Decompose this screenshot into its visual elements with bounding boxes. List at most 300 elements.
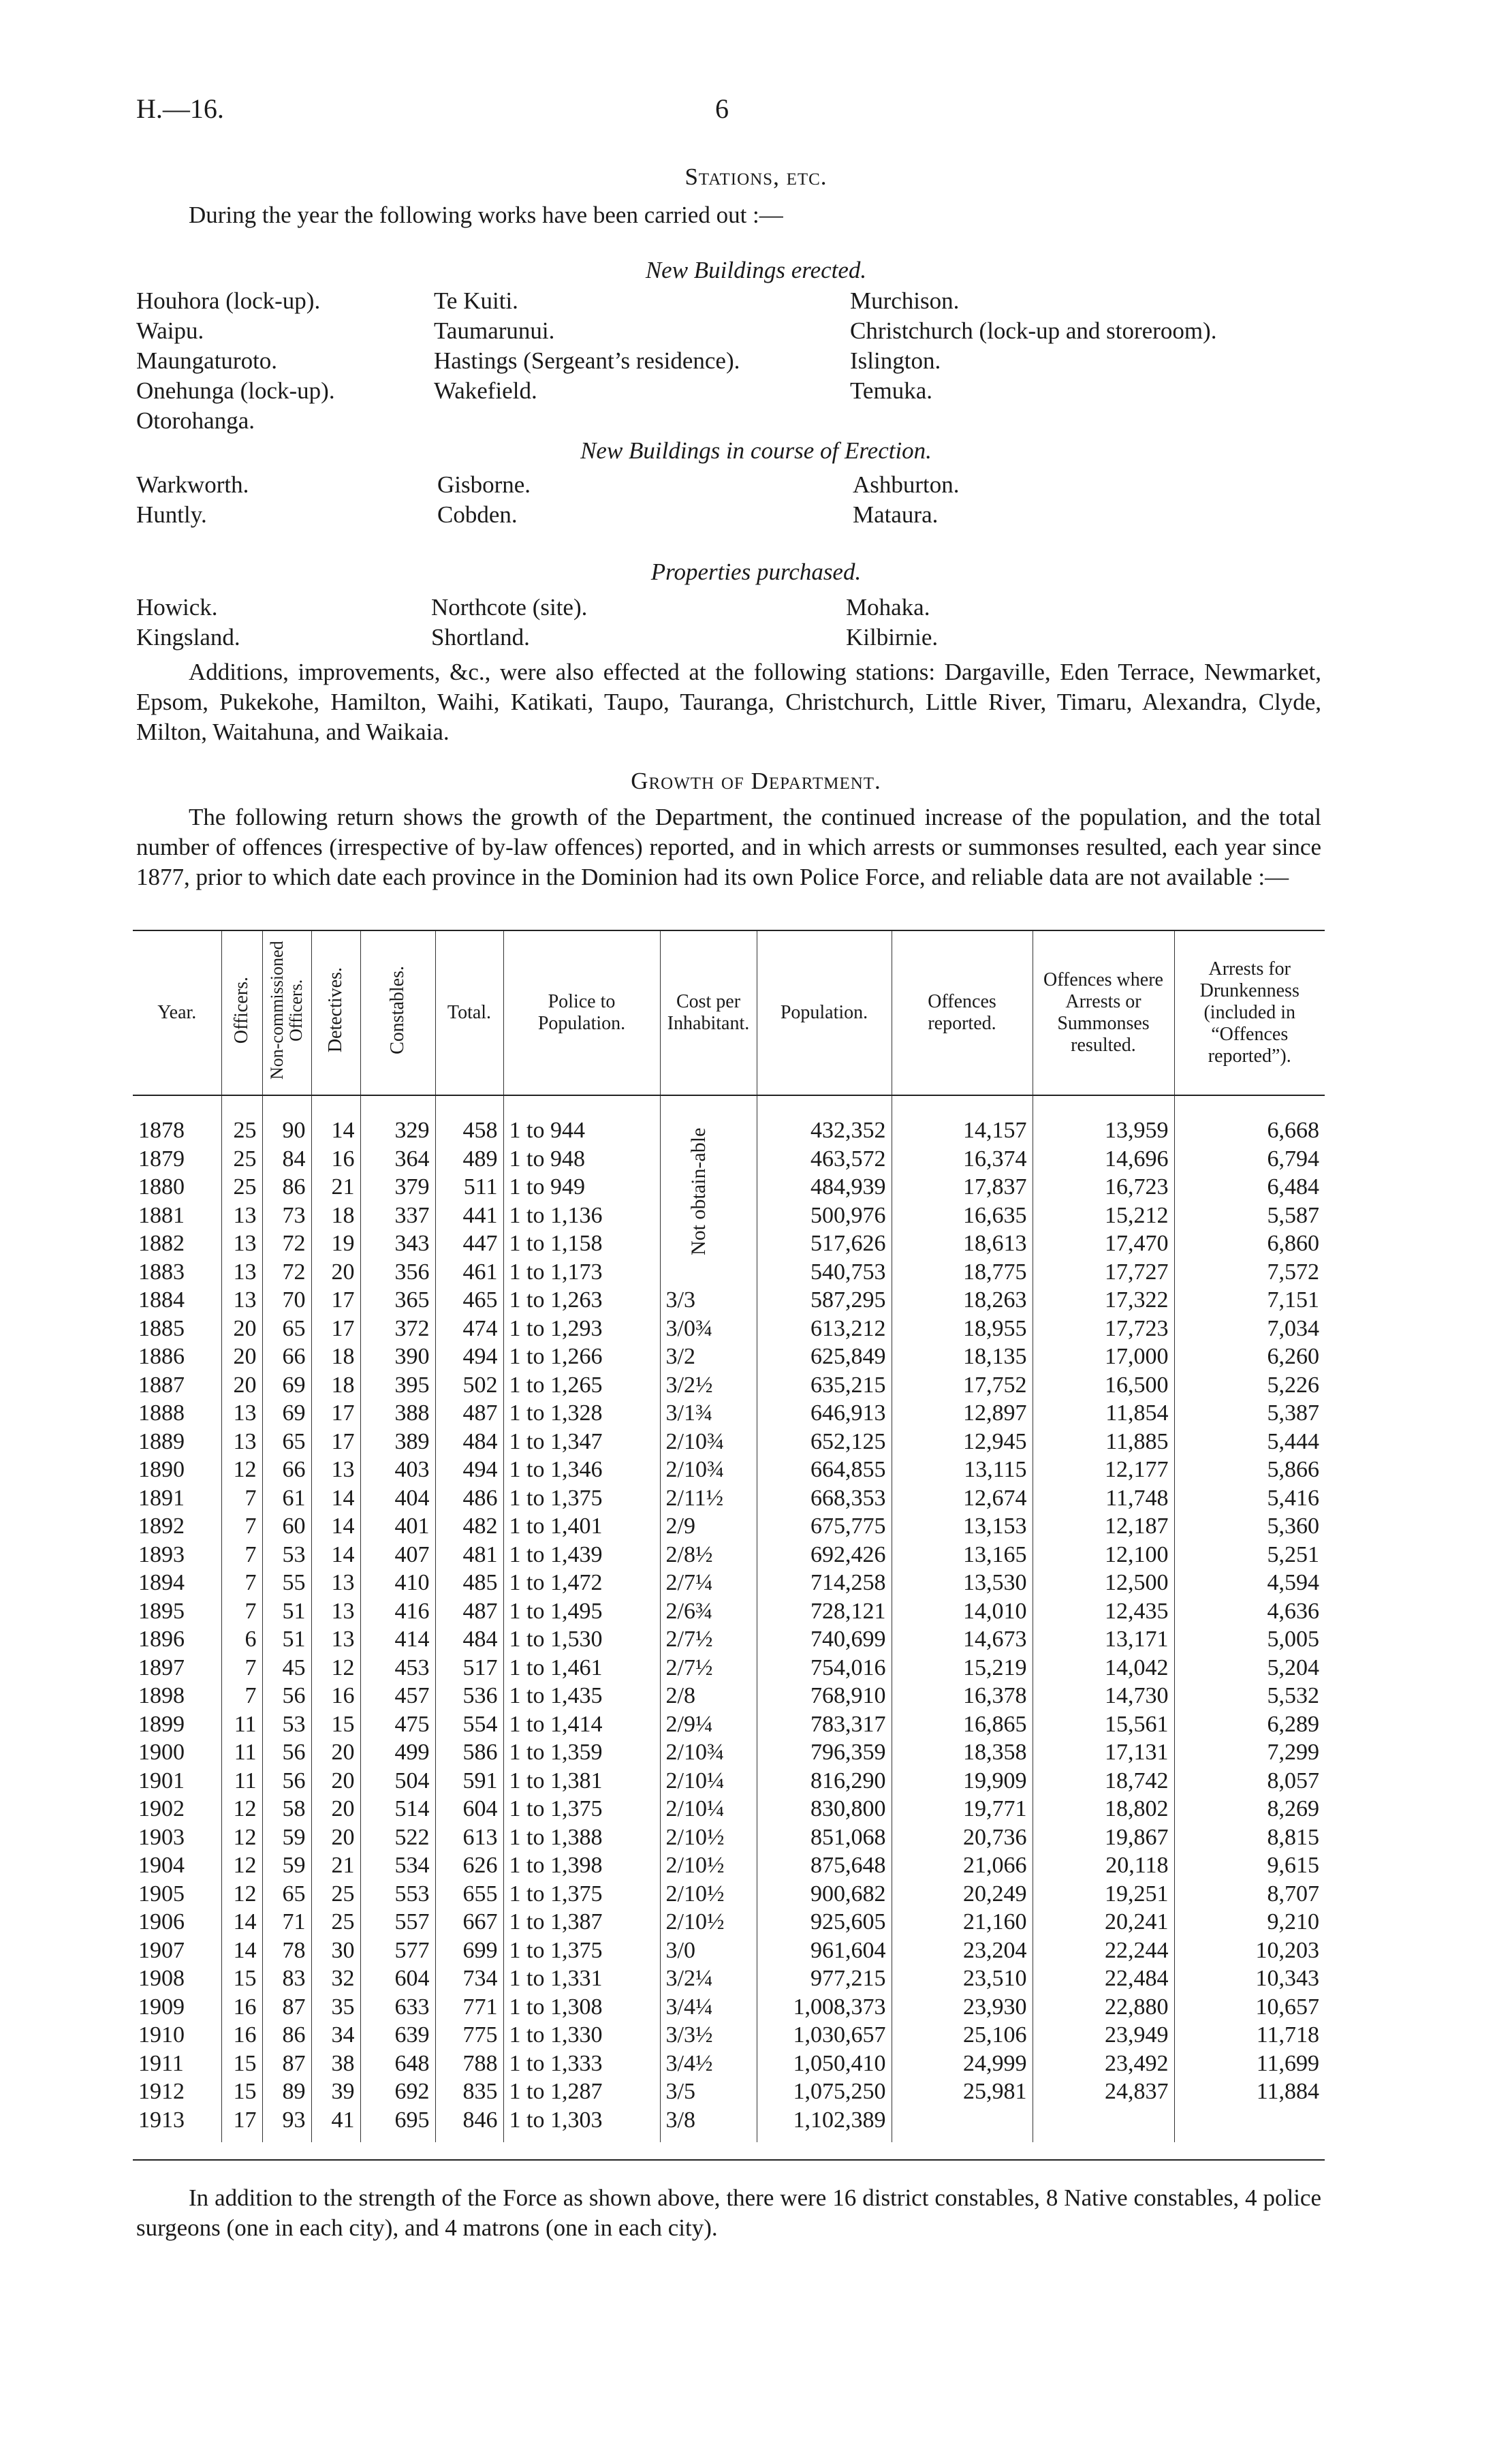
table-row xyxy=(133,1286,1325,1315)
cell-drunkenness: 5,251 xyxy=(1174,1541,1325,1569)
cell-arrests: 14,730 xyxy=(1033,1682,1174,1710)
cell-total: 484 xyxy=(435,1625,503,1654)
cell-constables: 414 xyxy=(360,1625,435,1654)
cell-nco: 87 xyxy=(262,2050,311,2078)
cell-arrests: 22,484 xyxy=(1033,1964,1174,1993)
cell-drunkenness: 8,815 xyxy=(1174,1823,1325,1852)
cell-population: 625,849 xyxy=(757,1343,892,1371)
cell-year: 1886 xyxy=(138,1344,185,1369)
cell-constables: 557 xyxy=(360,1908,435,1937)
cell-arrests: 14,042 xyxy=(1033,1654,1174,1682)
new-buildings-col2 xyxy=(434,286,740,406)
cell-officers: 7 xyxy=(221,1484,262,1513)
stations-intro: During the year the following works have been carried out :— xyxy=(189,202,783,228)
cell-cost: 3/2¼ xyxy=(660,1964,757,1993)
purchased-heading: Properties purchased. xyxy=(650,559,862,585)
cell-total: 485 xyxy=(435,1569,503,1597)
cell-officers: 7 xyxy=(221,1654,262,1682)
cell-year: 1889 xyxy=(138,1428,185,1454)
cell-year: 1881 xyxy=(138,1202,185,1228)
cell-detectives: 13 xyxy=(311,1625,360,1654)
cell-year: 1904 xyxy=(138,1853,185,1878)
col-header-constables: Constables. xyxy=(360,930,435,1095)
cell-total: 511 xyxy=(435,1173,503,1202)
cell-detectives: 14 xyxy=(311,1484,360,1513)
list-item: Mohaka. xyxy=(846,594,930,621)
cell-cost: 2/9¼ xyxy=(660,1710,757,1739)
cell-offences-reported: 20,249 xyxy=(892,1880,1033,1909)
table-row xyxy=(133,1654,1325,1682)
cell-offences-reported: 18,135 xyxy=(892,1343,1033,1371)
cell-officers: 14 xyxy=(221,1908,262,1937)
cell-nco: 78 xyxy=(262,1937,311,1965)
cell-offences-reported: 16,374 xyxy=(892,1145,1033,1174)
cell-cost: 3/2½ xyxy=(660,1371,757,1400)
list-item: Ashburton. xyxy=(853,471,960,498)
cell-offences-reported: 12,945 xyxy=(892,1428,1033,1456)
cell-nco: 69 xyxy=(262,1371,311,1400)
cell-total: 458 xyxy=(435,1095,503,1145)
cell-police-to-population: 1 to 1,287 xyxy=(503,2077,660,2106)
cell-officers: 13 xyxy=(221,1286,262,1315)
cell-constables: 499 xyxy=(360,1738,435,1767)
col-header-cost: Cost per Inhabitant. xyxy=(660,930,757,1095)
cell-cost: 2/10¼ xyxy=(660,1795,757,1823)
table-row xyxy=(133,1964,1325,1993)
cell-population: 587,295 xyxy=(757,1286,892,1315)
list-item: Huntly. xyxy=(136,501,207,528)
cell-total: 613 xyxy=(435,1823,503,1852)
col-header-nco: Non-commissioned Officers. xyxy=(262,930,311,1095)
cell-year: 1897 xyxy=(138,1655,185,1680)
cell-nco: 51 xyxy=(262,1625,311,1654)
cell-total: 604 xyxy=(435,1795,503,1823)
table-row xyxy=(133,1343,1325,1371)
cell-cost: 3/3½ xyxy=(660,2021,757,2050)
cell-drunkenness: 6,860 xyxy=(1174,1229,1325,1258)
cell-total: 771 xyxy=(435,1993,503,2022)
cell-total: 734 xyxy=(435,1964,503,1993)
cell-drunkenness: 10,343 xyxy=(1174,1964,1325,1993)
cell-police-to-population: 1 to 1,303 xyxy=(503,2106,660,2143)
cell-detectives: 25 xyxy=(311,1908,360,1937)
cell-police-to-population: 1 to 1,375 xyxy=(503,1880,660,1909)
cell-population: 768,910 xyxy=(757,1682,892,1710)
cell-police-to-population: 1 to 1,461 xyxy=(503,1654,660,1682)
cell-population: 1,008,373 xyxy=(757,1993,892,2022)
cell-drunkenness: 6,668 xyxy=(1174,1095,1325,1145)
cell-drunkenness: 9,615 xyxy=(1174,1851,1325,1880)
cell-constables: 372 xyxy=(360,1315,435,1343)
cell-officers: 25 xyxy=(221,1095,262,1145)
cell-population: 463,572 xyxy=(757,1145,892,1174)
cell-total: 486 xyxy=(435,1484,503,1513)
table-bottom-rule xyxy=(133,2159,1325,2161)
cell-nco: 93 xyxy=(262,2106,311,2143)
cell-constables: 695 xyxy=(360,2106,435,2143)
cell-total: 441 xyxy=(435,1202,503,1230)
cell-drunkenness: 5,360 xyxy=(1174,1512,1325,1541)
cell-arrests: 13,171 xyxy=(1033,1625,1174,1654)
cell-nco: 70 xyxy=(262,1286,311,1315)
cell-detectives: 13 xyxy=(311,1569,360,1597)
cell-population: 714,258 xyxy=(757,1569,892,1597)
cell-cost: 2/10½ xyxy=(660,1908,757,1937)
table-row xyxy=(133,1767,1325,1796)
cell-nco: 45 xyxy=(262,1654,311,1682)
cell-cost xyxy=(660,1095,757,1286)
cell-detectives: 15 xyxy=(311,1710,360,1739)
cell-year: 1899 xyxy=(138,1711,185,1737)
cell-officers: 12 xyxy=(221,1795,262,1823)
cell-offences-reported: 13,530 xyxy=(892,1569,1033,1597)
cell-officers: 7 xyxy=(221,1541,262,1569)
cell-officers: 13 xyxy=(221,1229,262,1258)
cell-year: 1884 xyxy=(138,1287,185,1313)
cell-total: 536 xyxy=(435,1682,503,1710)
list-item: Islington. xyxy=(850,347,941,374)
list-item: Gisborne. xyxy=(437,471,531,498)
table-row xyxy=(133,1937,1325,1965)
cell-constables: 356 xyxy=(360,1258,435,1287)
cell-offences-reported: 21,066 xyxy=(892,1851,1033,1880)
cell-total: 835 xyxy=(435,2077,503,2106)
cell-arrests: 20,241 xyxy=(1033,1908,1174,1937)
cell-offences-reported: 12,897 xyxy=(892,1399,1033,1428)
cell-officers: 15 xyxy=(221,2050,262,2078)
cell-total: 517 xyxy=(435,1654,503,1682)
cell-year: 1896 xyxy=(138,1627,185,1652)
cell-officers: 16 xyxy=(221,2021,262,2050)
cell-nco: 90 xyxy=(262,1095,311,1145)
cell-detectives: 17 xyxy=(311,1286,360,1315)
page-number: 6 xyxy=(715,93,729,124)
cell-officers: 6 xyxy=(221,1625,262,1654)
cell-officers: 17 xyxy=(221,2106,262,2143)
cell-offences-reported: 13,115 xyxy=(892,1456,1033,1484)
cell-offences-reported: 25,981 xyxy=(892,2077,1033,2106)
cell-year: 1898 xyxy=(138,1683,185,1708)
cell-population: 664,855 xyxy=(757,1456,892,1484)
cell-year: 1894 xyxy=(138,1570,185,1595)
cell-drunkenness: 5,532 xyxy=(1174,1682,1325,1710)
cell-cost: 2/8½ xyxy=(660,1541,757,1569)
cell-cost: 2/11½ xyxy=(660,1484,757,1513)
cell-police-to-population: 1 to 1,388 xyxy=(503,1823,660,1852)
cell-cost: 2/9 xyxy=(660,1512,757,1541)
cell-population: 830,800 xyxy=(757,1795,892,1823)
new-buildings-heading: New Buildings erected. xyxy=(645,257,867,283)
cell-police-to-population: 1 to 1,398 xyxy=(503,1851,660,1880)
cell-constables: 577 xyxy=(360,1937,435,1965)
cell-officers: 20 xyxy=(221,1315,262,1343)
cell-detectives: 20 xyxy=(311,1795,360,1823)
cell-arrests: 15,561 xyxy=(1033,1710,1174,1739)
cell-police-to-population: 1 to 1,414 xyxy=(503,1710,660,1739)
cell-drunkenness: 4,594 xyxy=(1174,1569,1325,1597)
cell-police-to-population: 1 to 1,136 xyxy=(503,1202,660,1230)
cell-drunkenness: 5,416 xyxy=(1174,1484,1325,1513)
cell-drunkenness: 7,572 xyxy=(1174,1258,1325,1287)
cell-arrests: 17,322 xyxy=(1033,1286,1174,1315)
cell-officers: 20 xyxy=(221,1371,262,1400)
cell-officers: 11 xyxy=(221,1738,262,1767)
cell-nco: 65 xyxy=(262,1428,311,1456)
cell-officers: 12 xyxy=(221,1823,262,1852)
cell-offences-reported: 23,204 xyxy=(892,1937,1033,1965)
cell-year: 1892 xyxy=(138,1514,185,1539)
cell-officers: 11 xyxy=(221,1710,262,1739)
cell-drunkenness: 6,289 xyxy=(1174,1710,1325,1739)
cell-drunkenness: 8,269 xyxy=(1174,1795,1325,1823)
cell-cost: 2/10¼ xyxy=(660,1767,757,1796)
in-course-heading: New Buildings in course of Erection. xyxy=(580,437,932,464)
cell-police-to-population: 1 to 1,263 xyxy=(503,1286,660,1315)
cell-arrests: 17,727 xyxy=(1033,1258,1174,1287)
in-course-col1 xyxy=(136,470,249,530)
cell-cost: 3/0¾ xyxy=(660,1315,757,1343)
cell-arrests: 12,435 xyxy=(1033,1597,1174,1626)
cell-officers: 13 xyxy=(221,1428,262,1456)
cell-cost: 3/0 xyxy=(660,1937,757,1965)
cell-offences-reported: 17,837 xyxy=(892,1173,1033,1202)
cell-nco: 87 xyxy=(262,1993,311,2022)
cell-arrests: 20,118 xyxy=(1033,1851,1174,1880)
cell-detectives: 32 xyxy=(311,1964,360,1993)
cell-cost: 3/5 xyxy=(660,2077,757,2106)
cell-total: 494 xyxy=(435,1456,503,1484)
cell-arrests: 23,949 xyxy=(1033,2021,1174,2050)
cell-cost: 3/8 xyxy=(660,2106,757,2143)
cell-constables: 633 xyxy=(360,1993,435,2022)
cell-offences-reported: 13,165 xyxy=(892,1541,1033,1569)
cell-total: 655 xyxy=(435,1880,503,1909)
cell-constables: 403 xyxy=(360,1456,435,1484)
cell-arrests: 15,212 xyxy=(1033,1202,1174,1230)
cell-detectives: 19 xyxy=(311,1229,360,1258)
cell-arrests: 11,885 xyxy=(1033,1428,1174,1456)
cell-officers: 7 xyxy=(221,1597,262,1626)
cell-nco: 60 xyxy=(262,1512,311,1541)
additions-paragraph: Additions, improvements, &c., were also effected at the following stations: Dargaville, Eden Terrace, Newmarket, Epsom, Pukekohe, Hamilton, Waihi, Katikati, Taupo, Tauranga, Christchurch, Little River, Timaru, Alexandra, Clyde, Milton, Waitahuna, and Waikaia. xyxy=(136,659,1321,745)
cell-year: 1905 xyxy=(138,1881,185,1907)
table-row xyxy=(133,2106,1325,2143)
cell-arrests: 12,177 xyxy=(1033,1456,1174,1484)
cell-offences-reported: 23,510 xyxy=(892,1964,1033,1993)
cell-offences-reported: 17,752 xyxy=(892,1371,1033,1400)
cell-drunkenness: 5,005 xyxy=(1174,1625,1325,1654)
cell-cost: 2/10¾ xyxy=(660,1456,757,1484)
cell-constables: 639 xyxy=(360,2021,435,2050)
cell-nco: 61 xyxy=(262,1484,311,1513)
cell-cost: 3/4½ xyxy=(660,2050,757,2078)
cell-nco: 72 xyxy=(262,1258,311,1287)
cell-drunkenness: 6,484 xyxy=(1174,1173,1325,1202)
cell-arrests: 14,696 xyxy=(1033,1145,1174,1174)
list-item: Warkworth. xyxy=(136,471,249,498)
cell-offences-reported: 19,909 xyxy=(892,1767,1033,1796)
cell-offences-reported: 15,219 xyxy=(892,1654,1033,1682)
list-item: Kilbirnie. xyxy=(846,624,939,650)
cell-police-to-population: 1 to 1,495 xyxy=(503,1597,660,1626)
cell-detectives: 20 xyxy=(311,1767,360,1796)
cell-nco: 65 xyxy=(262,1315,311,1343)
cell-total: 489 xyxy=(435,1145,503,1174)
list-item: Kingsland. xyxy=(136,624,240,650)
purchased-col1 xyxy=(136,593,240,653)
cell-constables: 504 xyxy=(360,1767,435,1796)
cell-officers: 15 xyxy=(221,2077,262,2106)
cell-drunkenness: 5,387 xyxy=(1174,1399,1325,1428)
cell-population: 1,050,410 xyxy=(757,2050,892,2078)
table-row xyxy=(133,1512,1325,1541)
cell-total: 484 xyxy=(435,1428,503,1456)
cell-cost: 2/10¾ xyxy=(660,1738,757,1767)
cell-police-to-population: 1 to 1,381 xyxy=(503,1767,660,1796)
cell-constables: 648 xyxy=(360,2050,435,2078)
in-course-col3 xyxy=(853,470,960,530)
cell-constables: 390 xyxy=(360,1343,435,1371)
cell-total: 775 xyxy=(435,2021,503,2050)
table-row xyxy=(133,1823,1325,1852)
cell-constables: 343 xyxy=(360,1229,435,1258)
list-item: Temuka. xyxy=(850,377,932,404)
cell-year: 1891 xyxy=(138,1485,185,1511)
cell-year: 1890 xyxy=(138,1457,185,1482)
cell-cost: 2/7½ xyxy=(660,1654,757,1682)
cell-population: 484,939 xyxy=(757,1173,892,1202)
cell-total: 591 xyxy=(435,1767,503,1796)
cell-drunkenness: 5,226 xyxy=(1174,1371,1325,1400)
list-item: Shortland. xyxy=(431,624,530,650)
cell-arrests: 12,100 xyxy=(1033,1541,1174,1569)
cell-year: 1895 xyxy=(138,1598,185,1624)
new-buildings-col3 xyxy=(850,286,1216,406)
cell-year: 1885 xyxy=(138,1315,185,1341)
cell-detectives: 13 xyxy=(311,1456,360,1484)
cell-police-to-population: 1 to 1,265 xyxy=(503,1371,660,1400)
cell-population: 875,648 xyxy=(757,1851,892,1880)
cell-nco: 73 xyxy=(262,1202,311,1230)
cell-arrests xyxy=(1033,2106,1174,2143)
cell-detectives: 21 xyxy=(311,1173,360,1202)
cell-offences-reported: 20,736 xyxy=(892,1823,1033,1852)
table-row xyxy=(133,1456,1325,1484)
cell-officers: 25 xyxy=(221,1145,262,1174)
cell-police-to-population: 1 to 1,401 xyxy=(503,1512,660,1541)
cell-population: 900,682 xyxy=(757,1880,892,1909)
cell-population: 754,016 xyxy=(757,1654,892,1682)
table-row xyxy=(133,1541,1325,1569)
cell-year: 1887 xyxy=(138,1372,185,1398)
cell-constables: 514 xyxy=(360,1795,435,1823)
cell-cost: 3/4¼ xyxy=(660,1993,757,2022)
cell-drunkenness: 10,657 xyxy=(1174,1993,1325,2022)
cell-population: 635,215 xyxy=(757,1371,892,1400)
cell-officers: 7 xyxy=(221,1682,262,1710)
cell-police-to-population: 1 to 1,158 xyxy=(503,1229,660,1258)
cell-police-to-population: 1 to 1,347 xyxy=(503,1428,660,1456)
list-item: Otorohanga. xyxy=(136,407,255,434)
cell-arrests: 16,500 xyxy=(1033,1371,1174,1400)
cell-nco: 53 xyxy=(262,1541,311,1569)
cell-total: 494 xyxy=(435,1343,503,1371)
cell-offences-reported: 16,865 xyxy=(892,1710,1033,1739)
cell-year: 1902 xyxy=(138,1796,185,1821)
cell-total: 482 xyxy=(435,1512,503,1541)
table-row xyxy=(133,1484,1325,1513)
cell-drunkenness: 5,866 xyxy=(1174,1456,1325,1484)
purchased-col2 xyxy=(431,593,587,653)
cell-nco: 55 xyxy=(262,1569,311,1597)
cell-constables: 389 xyxy=(360,1428,435,1456)
cell-population: 728,121 xyxy=(757,1597,892,1626)
cell-population: 540,753 xyxy=(757,1258,892,1287)
cell-year: 1900 xyxy=(138,1740,185,1765)
col-header-officers: Officers. xyxy=(221,930,262,1095)
cell-arrests: 17,723 xyxy=(1033,1315,1174,1343)
cell-drunkenness: 8,057 xyxy=(1174,1767,1325,1796)
cell-detectives: 25 xyxy=(311,1880,360,1909)
cell-officers: 15 xyxy=(221,1964,262,1993)
cell-detectives: 20 xyxy=(311,1258,360,1287)
cell-detectives: 35 xyxy=(311,1993,360,2022)
cell-nco: 72 xyxy=(262,1229,311,1258)
col-header-arrests: Offences where Arrests or Summonses resulted. xyxy=(1033,930,1174,1095)
col-header-police-to-population: Police to Population. xyxy=(503,930,660,1095)
stations-heading: Stations, etc. xyxy=(684,163,828,190)
cell-constables: 410 xyxy=(360,1569,435,1597)
cell-offences-reported: 18,775 xyxy=(892,1258,1033,1287)
cell-detectives: 18 xyxy=(311,1371,360,1400)
cell-nco: 53 xyxy=(262,1710,311,1739)
col-header-detectives: Detectives. xyxy=(311,930,360,1095)
cell-police-to-population: 1 to 944 xyxy=(503,1095,660,1145)
cell-cost: 3/1¾ xyxy=(660,1399,757,1428)
cell-drunkenness: 5,204 xyxy=(1174,1654,1325,1682)
cell-arrests: 17,000 xyxy=(1033,1343,1174,1371)
table-row xyxy=(133,1428,1325,1456)
cell-constables: 407 xyxy=(360,1541,435,1569)
cell-drunkenness: 6,260 xyxy=(1174,1343,1325,1371)
cell-arrests: 17,470 xyxy=(1033,1229,1174,1258)
cell-police-to-population: 1 to 949 xyxy=(503,1173,660,1202)
cell-officers: 13 xyxy=(221,1258,262,1287)
growth-table-wrapper xyxy=(133,930,1325,2142)
cell-cost: 3/2 xyxy=(660,1343,757,1371)
cell-year: 1907 xyxy=(138,1937,185,1963)
cell-drunkenness: 8,707 xyxy=(1174,1880,1325,1909)
cell-population: 517,626 xyxy=(757,1229,892,1258)
cell-police-to-population: 1 to 1,330 xyxy=(503,2021,660,2050)
cell-police-to-population: 1 to 1,439 xyxy=(503,1541,660,1569)
cell-population: 613,212 xyxy=(757,1315,892,1343)
cell-constables: 388 xyxy=(360,1399,435,1428)
cell-offences-reported: 25,106 xyxy=(892,2021,1033,2050)
cell-year: 1908 xyxy=(138,1966,185,1991)
cell-population: 816,290 xyxy=(757,1767,892,1796)
cell-total: 481 xyxy=(435,1541,503,1569)
table-row xyxy=(133,1315,1325,1343)
cell-police-to-population: 1 to 1,375 xyxy=(503,1937,660,1965)
cell-offences-reported: 14,673 xyxy=(892,1625,1033,1654)
cell-population: 1,030,657 xyxy=(757,2021,892,2050)
cell-constables: 553 xyxy=(360,1880,435,1909)
cell-detectives: 18 xyxy=(311,1343,360,1371)
cell-nco: 59 xyxy=(262,1851,311,1880)
cell-arrests: 18,802 xyxy=(1033,1795,1174,1823)
cell-arrests: 11,854 xyxy=(1033,1399,1174,1428)
